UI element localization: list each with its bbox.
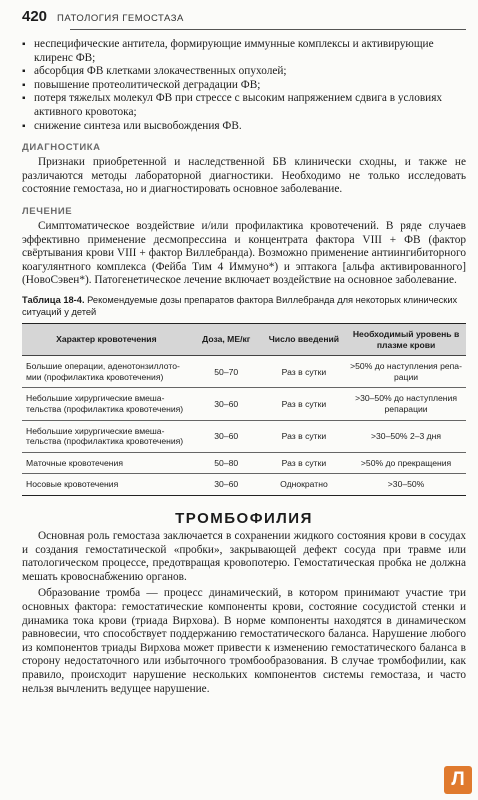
running-title: ПАТОЛОГИЯ ГЕМОСТАЗА [57,13,184,24]
list-item: ▪ снижение синтеза или высвобождения ФВ. [22,120,466,134]
table-caption-text: Рекомендуемые дозы препаратов фактора Виллебранда для некоторых клинических ситуаций у детей [22,294,458,317]
list-item: ▪ потеря тяжелых молекул ФВ при стрессе с высоким напряжением сдвига в условиях активного кровотока; [22,92,466,119]
table-cell: 30–60 [191,388,262,420]
table-row [22,452,466,474]
table-cell: Маточные кровотечения [22,452,191,474]
treatment-paragraph: Симптоматическое воздействие и/или профилактика кровотечений. В ряде случаев эффективно применение десмопрессина и концентрата фактора VIII + ФВ (фактор свёртывания крови VIII + фактор Виллебранда). Возможно применение антиингибиторного коагулянтного комплекса (Фейба Тим 4 Иммуно*) и эптакога [альфа активированного] (НовоСэвен*). Патогенетическое лечение включает воздействие на основное заболевание. [22,219,466,287]
column-header: Необходимый уровень в плазме крови [346,324,466,356]
treatment-heading: ЛЕЧЕНИЕ [22,205,73,217]
table-cell: Раз в сутки [262,388,346,420]
table-cell: Раз в сутки [262,356,346,388]
table-row [22,474,466,496]
publisher-logo-icon: Л [444,766,472,794]
table-cell: Большие операции, аденотонзиллотомии (профилактика кровотечения) [22,356,191,388]
table-cell: Раз в сутки [262,452,346,474]
list-item: ▪ абсорбция ФВ клетками злокачественных опухолей; [22,65,466,79]
table-cell: Небольшие хирургические вмешательства (профилактика кровотечения) [22,388,191,420]
table-caption-label: Таблица 18-4. [22,294,85,305]
table-cell: >50% до прекращения [346,452,466,474]
bullet-list [22,38,466,133]
table-cell: >50% до наступления репарации [346,356,466,388]
thrombophilia-paragraph-2: Образование тромба — процесс динамический, в котором принимают участие три основных фактора: гемостатические компоненты крови, состояние сосудистой стенки и динамика тока крови (триада Вирхова). В норме компоненты находятся в динамическом равновесии, что способствует поддержанию гемостатического баланса. Нарушение любого из компонентов триады Вирхова может привести к изменению гемостатического баланса в сторону недостаточного или избыточного тромбообразования. В случае тромбофилии, как правило, происходит нарушение нескольких компонентов системы гемостаза, и часто нельзя вычленить ведущее нарушение. [22,587,466,695]
table-cell: >30–50% 2–3 дня [346,420,466,452]
header-rule [70,29,466,30]
column-header: Число введений [262,324,346,356]
column-header: Характер кровотечения [22,324,191,356]
table-header-row [22,324,466,356]
table-cell: Однократно [262,474,346,496]
table-row [22,356,466,388]
table-caption [22,295,466,318]
table-cell: >30–50% до наступления репарации [346,388,466,420]
thrombophilia-heading: ТРОМБОФИЛИЯ [175,510,313,528]
page-number: 420 [22,8,48,25]
table-cell: Носовые кровотечения [22,474,191,496]
list-item: ▪ неспецифические антитела, формирующие иммунные комплексы и активирующие клиренс ФВ; [22,38,466,65]
table-row [22,388,466,420]
thrombophilia-paragraph-1: Основная роль гемостаза заключается в сохранении жидкого состояния крови в сосудах и создания гемостатической «пробки», закрывающей дефект сосуда при травме или патологическом процессе, предотвращая кровопотерю. Гемостатическая пробка не должна мешать кровоснабжению органов. [22,530,466,583]
diagnostics-paragraph: Признаки приобретенной и наследственной БВ клинически сходны, и также не различаются методы лабораторной диагностики. Необходимо не только исследовать состояние гемостаза, но и диагностировать основное заболевание. [22,156,466,196]
table-cell: 50–70 [191,356,262,388]
book-page [22,8,466,696]
table-cell: Раз в сутки [262,420,346,452]
dosage-table [22,323,466,496]
list-item: ▪ повышение протеолитической деградации ФВ; [22,79,466,93]
table-cell: 30–60 [191,474,262,496]
table-cell: 50–80 [191,452,262,474]
table-row [22,420,466,452]
table-cell: 30–60 [191,420,262,452]
column-header: Доза, МЕ/кг [191,324,262,356]
table-cell: >30–50% [346,474,466,496]
diagnostics-heading: ДИАГНОСТИКА [22,142,101,154]
table-cell: Небольшие хирургические вмешательства (профилактика кровотечения) [22,420,191,452]
